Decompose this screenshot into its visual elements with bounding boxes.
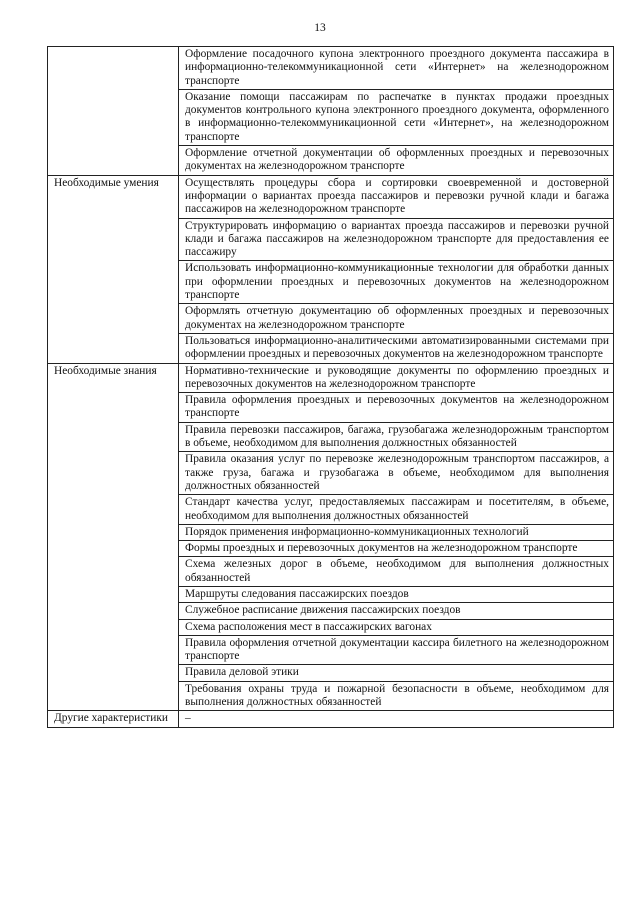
table-row: [48, 175, 614, 218]
section-label-other: Другие характеристики: [48, 711, 179, 727]
table-cell: Требования охраны труда и пожарной безопасности в объеме, необходимом для выполнения должностных обязанностей: [179, 681, 614, 711]
table-cell: Служебное расписание движения пассажирских поездов: [179, 603, 614, 619]
table-cell: Пользоваться информационно-аналитическими автоматизированными системами при оформлении проездных и перевозочных документов на железнодорожном транспорте: [179, 333, 614, 363]
table-row: [48, 363, 614, 393]
table-cell: Правила оформления проездных и перевозочных документов на железнодорожном транспорте: [179, 393, 614, 423]
table-cell: Стандарт качества услуг, предоставляемых пассажирам и посетителям, в объеме, необходимом для выполнения должностных обязанностей: [179, 495, 614, 525]
table-cell: Оформление посадочного купона электронного проездного документа пассажира в информационно-телекоммуникационной сети «Интернет» на железнодорожном транспорте: [179, 47, 614, 90]
section-label-skills: Необходимые умения: [48, 175, 179, 363]
table-cell: Осуществлять процедуры сбора и сортировки своевременной и достоверной информации о вариантах проезда пассажиров и перевозки ручной клади и багажа пассажиров на железнодорожном транспорте: [179, 175, 614, 218]
table-cell: Правила оформления отчетной документации кассира билетного на железнодорожном транспорте: [179, 635, 614, 665]
table-row: [48, 47, 614, 90]
table-cell: Нормативно-технические и руководящие документы по оформлению проездных и перевозочных документов на железнодорожном транспорте: [179, 363, 614, 393]
table-cell: Структурировать информацию о вариантах проезда пассажиров и перевозки ручной клади и багажа пассажиров на железнодорожном транспорте для предоставления ее пассажиру: [179, 218, 614, 261]
table-cell: Оказание помощи пассажирам по распечатке в пунктах продажи проездных документов контрольного купона электронного проездного документа, оформленного в информационно-телекоммуникационной сети «Интернет», на железнодорожном транспорте: [179, 89, 614, 145]
page-number: 13: [314, 22, 326, 34]
table-cell: Использовать информационно-коммуникационные технологии для обработки данных при оформлении проездных и перевозочных документов на железнодорожном транспорте: [179, 261, 614, 304]
table-cell: Формы проездных и перевозочных документов на железнодорожном транспорте: [179, 541, 614, 557]
table-cell: Схема расположения мест в пассажирских вагонах: [179, 619, 614, 635]
table-cell: Правила перевозки пассажиров, багажа, грузобагажа железнодорожным транспортом в объеме, необходимом для выполнения должностных обязанностей: [179, 422, 614, 452]
section-label-knowledge: Необходимые знания: [48, 363, 179, 711]
section-label: [48, 47, 179, 176]
table-cell: Порядок применения информационно-коммуникационных технологий: [179, 524, 614, 540]
table-cell: Оформление отчетной документации об оформленных проездных и перевозочных документах на железнодорожном транспорте: [179, 146, 614, 176]
requirements-table-body: [48, 47, 614, 728]
table-cell: Маршруты следования пассажирских поездов: [179, 586, 614, 602]
table-cell: Правила оказания услуг по перевозке железнодорожным транспортом пассажиров, а также груза, багажа и грузобагажа в объеме, необходимом для выполнения должностных обязанностей: [179, 452, 614, 495]
table-cell: –: [179, 711, 614, 727]
table-cell: Правила деловой этики: [179, 665, 614, 681]
table-row: [48, 711, 614, 727]
requirements-table: [47, 46, 614, 728]
table-cell: Схема железных дорог в объеме, необходимом для выполнения должностных обязанностей: [179, 557, 614, 587]
table-cell: Оформлять отчетную документацию об оформленных проездных и перевозочных документах на железнодорожном транспорте: [179, 304, 614, 334]
